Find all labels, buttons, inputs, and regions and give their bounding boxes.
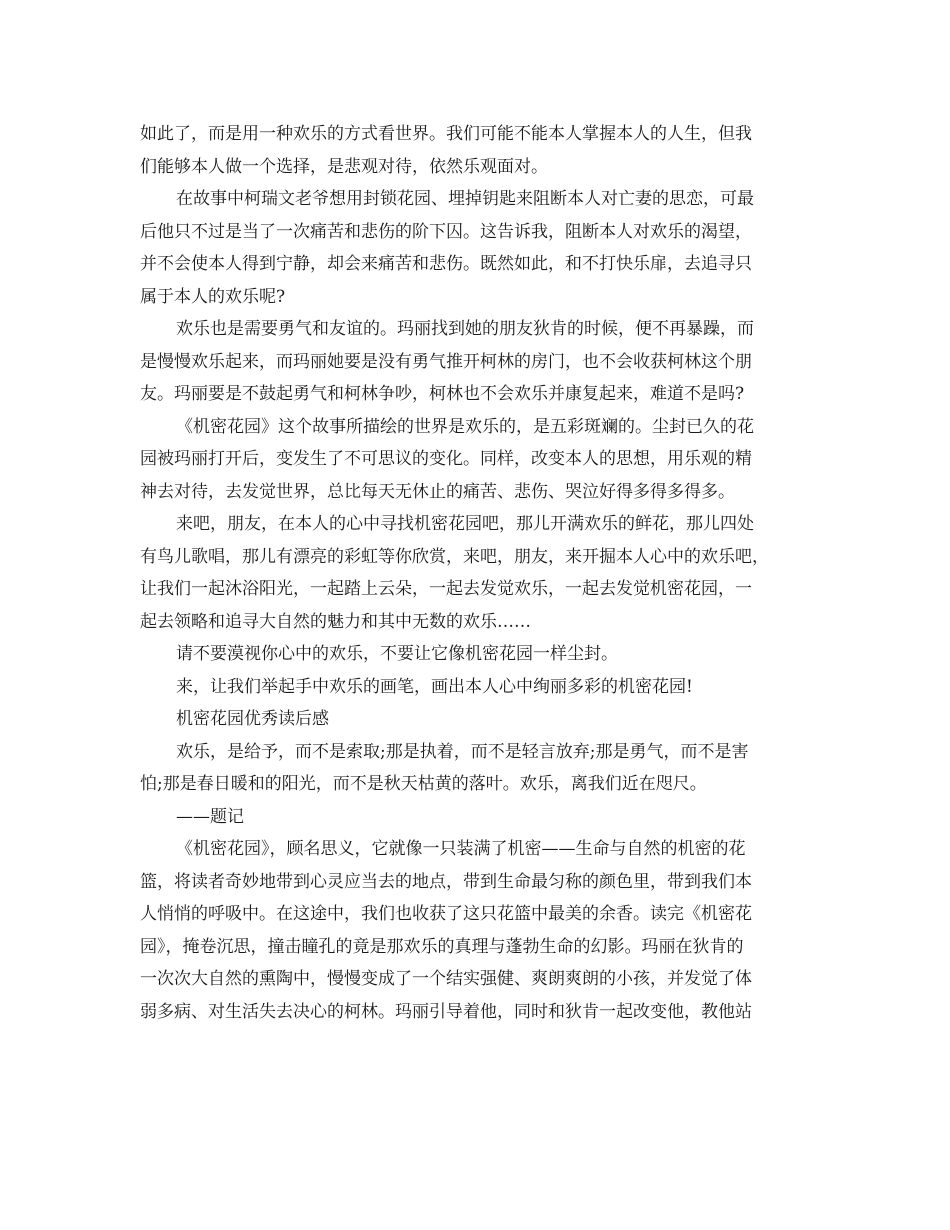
text-line: 起去领略和追寻大自然的魅力和其中无数的欢乐……	[140, 611, 531, 632]
text-line: 在故事中柯瑞文老爷想用封锁花园、埋掉钥匙来阻断本人对亡妻的思恋，可最	[176, 189, 754, 209]
text-line: 是慢慢欢乐起来，而玛丽她要是没有勇气推开柯林的房门，也不会收获柯林这个朋	[140, 351, 752, 372]
text-line: 如此了，而是用一种欢乐的方式看世界。我们可能不能本人掌握本人的人生，但我	[140, 124, 752, 144]
text-line: 怕;那是春日暖和的阳光，而不是秋天枯黄的落叶。欢乐，离我们近在咫尺。	[140, 774, 707, 794]
text-line: ——题记	[176, 806, 244, 827]
text-line: 一次次大自然的熏陶中，慢慢变成了一个结实强健、爽朗爽朗的小孩，并发觉了体	[140, 969, 752, 989]
text-line: 弱多病、对生活失去决心的柯林。玛丽引导着他，同时和狄肯一起改变他，教他站	[140, 1001, 752, 1022]
text-line: 篮，将读者奇妙地带到心灵应当去的地点，带到生命最匀称的颜色里，带到我们本	[140, 871, 752, 892]
text-line: 来吧，朋友，在本人的心中寻找机密花园吧，那儿开满欢乐的鲜花，那儿四处	[176, 514, 754, 534]
text-line: 欢乐，是给予，而不是索取;那是执着，而不是轻言放弃;那是勇气，而不是害	[176, 741, 749, 762]
text-line: 园》，掩卷沉思，撞击瞳孔的竟是那欢乐的真理与蓬勃生命的幻影。玛丽在狄肯的	[140, 936, 744, 957]
text-line: 请不要漠视你心中的欢乐，不要让它像机密花园一样尘封。	[176, 644, 618, 664]
text-line: 们能够本人做一个选择，是悲观对待，依然乐观面对。	[140, 156, 548, 177]
text-line: 欢乐也是需要勇气和友谊的。玛丽找到她的朋友狄肯的时候，便不再暴躁，而	[176, 319, 754, 339]
text-line: 神去对待，去发觉世界，总比每天无休止的痛苦、悲伤、哭泣好得多得多得多。	[140, 481, 735, 502]
text-line: 人悄悄的呼吸中。在这途中，我们也收获了这只花篮中最美的余香。读完《机密花	[140, 904, 752, 924]
text-line: 属于本人的欢乐呢?	[140, 286, 286, 307]
document-body	[140, 118, 820, 1028]
text-line: 机密花园优秀读后感	[176, 709, 329, 729]
text-line: 后他只不过是当了一次痛苦和悲伤的阶下囚。这告诉我，阻断本人对欢乐的渴望，	[140, 221, 752, 242]
text-line: 来，让我们举起手中欢乐的画笔，画出本人心中绚丽多彩的机密花园!	[176, 676, 693, 697]
text-line: 有鸟儿歌唱，那儿有漂亮的彩虹等你欣赏，来吧，朋友，来开掘本人心中的欢乐吧，	[140, 546, 769, 567]
text-line: 《机密花园》，顾名思义，它就像一只装满了机密——生命与自然的机密的花	[176, 839, 746, 859]
text-line: 让我们一起沐浴阳光，一起踏上云朵，一起去发觉欢乐，一起去发觉机密花园，一	[140, 579, 752, 599]
text-line: 并不会使本人得到宁静，却会来痛苦和悲伤。既然如此，和不打快乐扉，去追寻只	[140, 254, 752, 274]
text-line: 园被玛丽打开后，变发生了不可思议的变化。同样，改变本人的思想，用乐观的精	[140, 449, 752, 469]
text-line: 友。玛丽要是不鼓起勇气和柯林争吵，柯林也不会欢乐并康复起来，难道不是吗?	[140, 384, 745, 404]
text-line: 《机密花园》这个故事所描绘的世界是欢乐的，是五彩斑斓的。尘封已久的花	[176, 416, 754, 437]
